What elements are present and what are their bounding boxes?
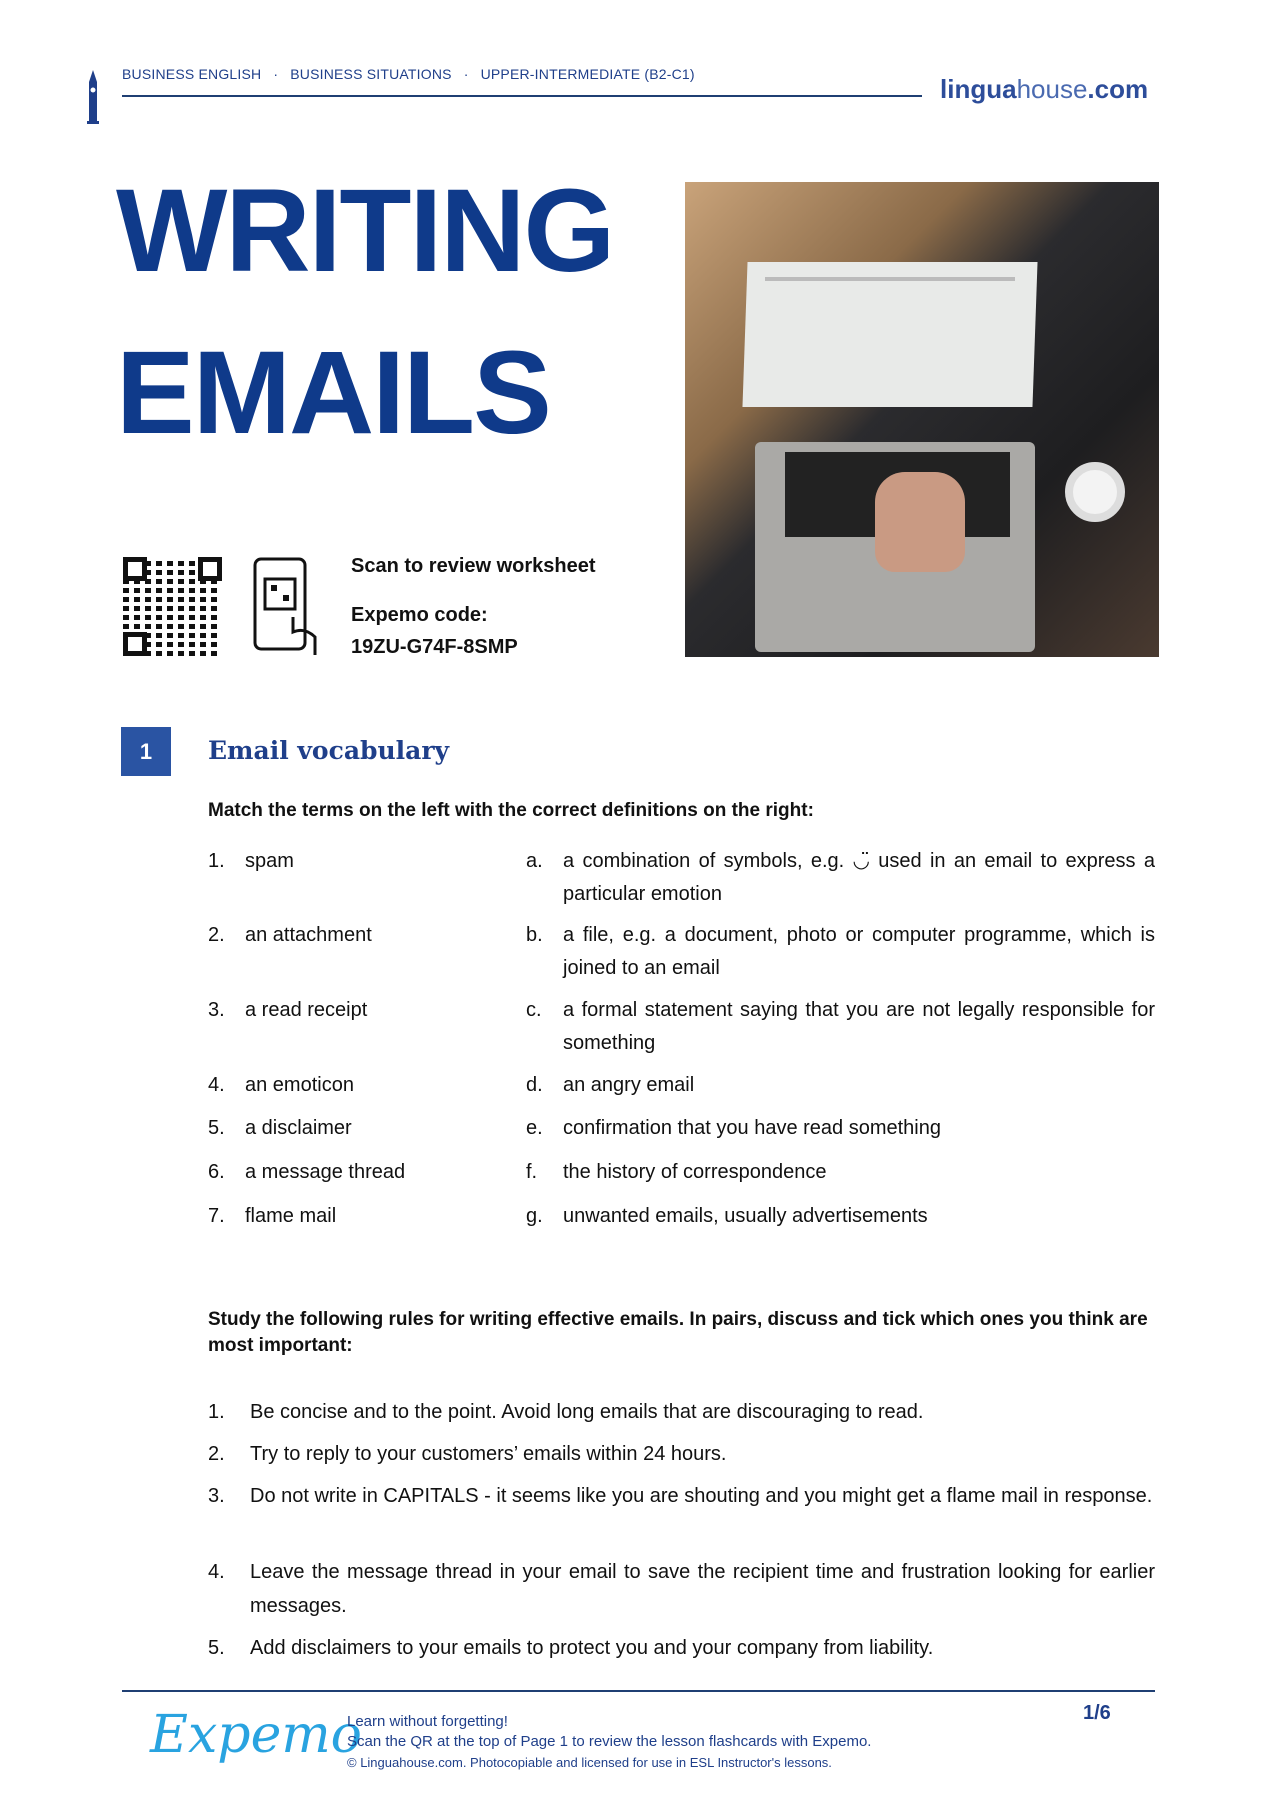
- breadcrumb-subject: BUSINESS ENGLISH: [122, 66, 262, 82]
- rule-number: 2.: [208, 1443, 225, 1465]
- term-number: 4.: [208, 1074, 225, 1096]
- term: an emoticon: [245, 1074, 354, 1096]
- definition-letter: e.: [526, 1117, 543, 1139]
- study-instruction: Study the following rules for writing effective emails. In pairs, discuss and tick which ones you think are most important:: [208, 1309, 1148, 1356]
- definition: unwanted emails, usually advertisements: [563, 1205, 928, 1227]
- definition-letter: c.: [526, 999, 542, 1021]
- expemo-code-label: Expemo code:: [351, 604, 488, 626]
- rule-text: Add disclaimers to your emails to protect you and your company from liability.: [250, 1637, 934, 1659]
- rule-number: 5.: [208, 1637, 225, 1659]
- phone-scan-icon: [253, 557, 319, 662]
- footer-scan-note: Scan the QR at the top of Page 1 to review the lesson flashcards with Expemo.: [347, 1733, 872, 1750]
- rule-number: 3.: [208, 1485, 225, 1507]
- rule-number: 1.: [208, 1401, 225, 1423]
- footer-copyright: © Linguahouse.com. Photocopiable and licensed for use in ESL Instructor's lessons.: [347, 1755, 832, 1770]
- linguahouse-logo[interactable]: [940, 74, 1148, 105]
- rule-text: Do not write in CAPITALS - it seems like you are shouting and you might get a flame mail in response.: [250, 1485, 1153, 1507]
- definition: a file, e.g. a document, photo or computer programme, which is joined to an email: [563, 924, 1155, 979]
- rule-text: Try to reply to your customers’ emails within 24 hours.: [250, 1443, 727, 1465]
- definition-letter: b.: [526, 924, 543, 946]
- definition-letter: d.: [526, 1074, 543, 1096]
- exercise-instruction: Match the terms on the left with the correct definitions on the right:: [208, 800, 814, 821]
- separator: ·: [463, 66, 469, 82]
- qr-code[interactable]: [123, 557, 222, 656]
- laptop-photo: [685, 182, 1159, 657]
- term-number: 7.: [208, 1205, 225, 1227]
- breadcrumb-topic: BUSINESS SITUATIONS: [290, 66, 452, 82]
- logo-part: .com: [1087, 74, 1149, 104]
- section-number: 1: [121, 727, 171, 776]
- scan-text: Scan to review worksheet: [351, 555, 596, 577]
- definition: confirmation that you have read something: [563, 1117, 941, 1139]
- term-number: 6.: [208, 1161, 225, 1183]
- definition: a formal statement saying that you are not legally responsible for something: [563, 999, 1155, 1054]
- term-number: 2.: [208, 924, 225, 946]
- footer-divider: [122, 1690, 1155, 1692]
- big-ben-icon: [86, 70, 100, 124]
- page-number: 1/6: [1083, 1702, 1111, 1724]
- section-title: Email vocabulary: [208, 736, 450, 765]
- term: an attachment: [245, 924, 372, 946]
- term: a disclaimer: [245, 1117, 352, 1139]
- logo-part: lingua: [940, 74, 1017, 104]
- definition: the history of correspondence: [563, 1161, 827, 1183]
- term: a read receipt: [245, 999, 368, 1021]
- separator: ·: [273, 66, 279, 82]
- definition: a combination of symbols, e.g. ◡̈ used in an email to express a particular emotion: [563, 850, 1155, 905]
- header-divider: [122, 95, 922, 97]
- logo-part: house: [1016, 74, 1088, 104]
- footer-tagline: Learn without forgetting!: [347, 1713, 508, 1730]
- term: spam: [245, 850, 294, 872]
- term: a message thread: [245, 1161, 406, 1183]
- definition: an angry email: [563, 1074, 695, 1096]
- term-number: 5.: [208, 1117, 225, 1139]
- expemo-logo[interactable]: Expemo: [150, 1705, 362, 1765]
- term-number: 1.: [208, 850, 225, 872]
- expemo-code: 19ZU-G74F-8SMP: [351, 636, 518, 658]
- term-number: 3.: [208, 999, 225, 1021]
- definition-letter: f.: [526, 1161, 538, 1183]
- rule-number: 4.: [208, 1561, 225, 1583]
- term: flame mail: [245, 1205, 337, 1227]
- rule-text: Be concise and to the point. Avoid long emails that are discouraging to read.: [250, 1401, 924, 1423]
- definition-letter: a.: [526, 850, 543, 872]
- breadcrumb-level: UPPER-INTERMEDIATE (B2-C1): [480, 66, 695, 82]
- rule-text: Leave the message thread in your email to save the recipient time and frustration looking for earlier messages.: [250, 1561, 1155, 1617]
- title-line-2: EMAILS: [116, 327, 550, 459]
- definition-letter: g.: [526, 1205, 543, 1227]
- title-line-1: WRITING: [116, 165, 614, 297]
- breadcrumb: [122, 66, 695, 82]
